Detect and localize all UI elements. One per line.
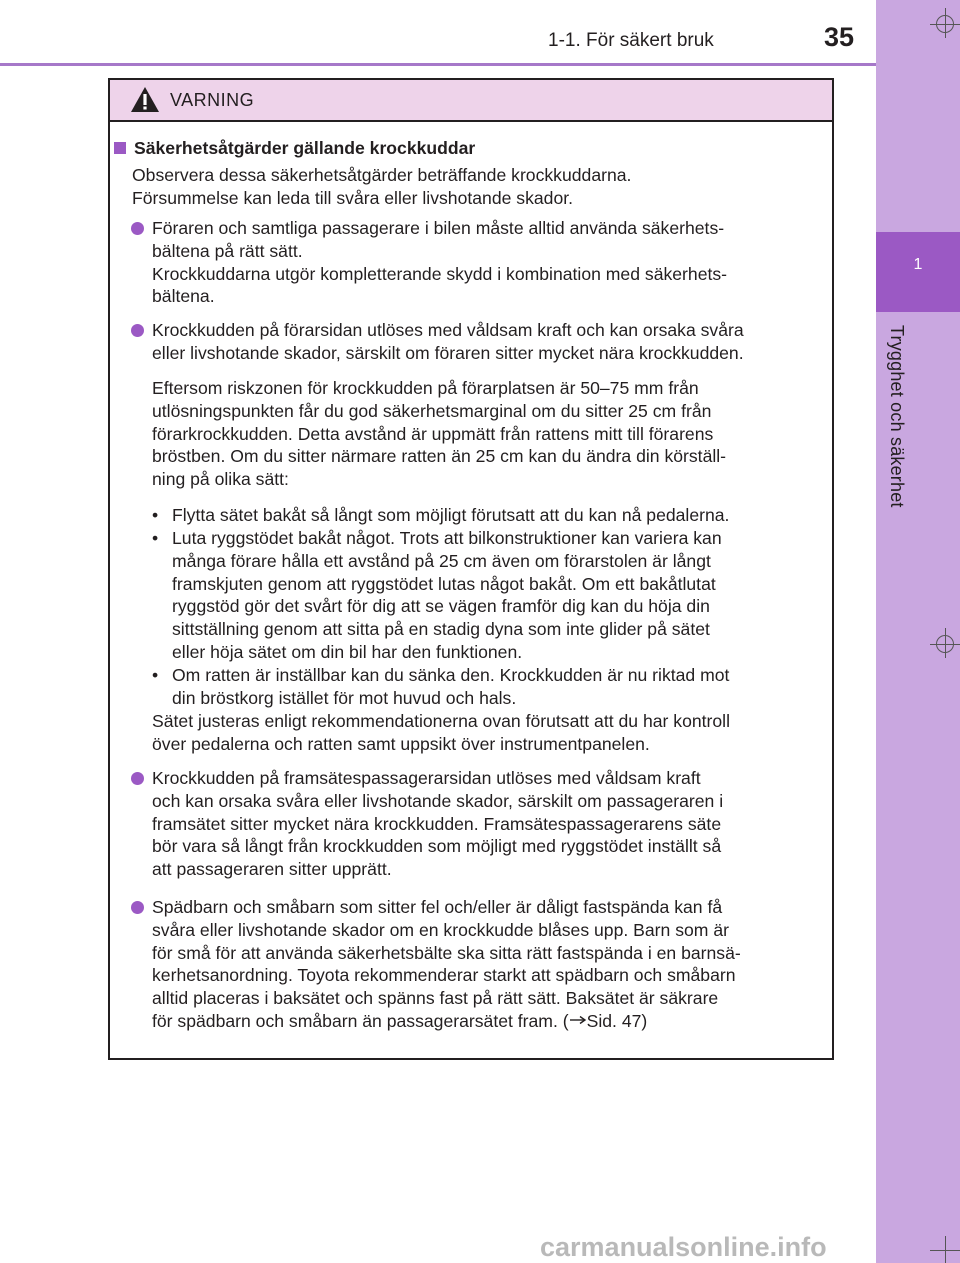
text-line: att passageraren sitter upprätt.: [152, 859, 392, 880]
text-line: kerhetsanordning. Toyota rekommenderar starkt att spädbarn och småbarn: [152, 965, 736, 986]
text-line: eller livshotande skador, särskilt om föraren sitter mycket nära krockkudden.: [152, 342, 744, 363]
text-line: Föraren och samtliga passagerare i bilen måste alltid använda säkerhets-: [152, 218, 725, 238]
bullet-item: [132, 896, 828, 1033]
text-line: över pedalerna och ratten samt uppsikt över instrumentpanelen.: [152, 733, 650, 754]
text-line: sittställning genom att sitta på en stadig dyna som inte glider på sätet: [172, 619, 710, 640]
text-line: Observera dessa säkerhetsåtgärder beträffande krockkuddarna.: [132, 165, 632, 185]
text-line: framskjuten genom att ryggstödet lutas något bakåt. Om ett bakåtlutat: [172, 573, 716, 594]
list-item: [152, 527, 824, 664]
warning-box: [108, 78, 834, 1060]
text-line: ning på olika sätt:: [152, 469, 289, 490]
text-line: många förare hålla ett avstånd på 25 cm även om förarstolen är långt: [172, 550, 711, 571]
list-item: [152, 664, 824, 710]
circle-bullet-icon: [131, 324, 144, 337]
arrow-right-icon: [569, 1015, 587, 1025]
crop-mark: [945, 1236, 946, 1263]
header-rule: [0, 63, 876, 66]
text-line: Försummelse kan leda till svåra eller livshotande skador.: [132, 187, 574, 208]
closing-paragraph: [152, 710, 820, 756]
text-line: ryggstöd gör det svårt för dig att se vägen framför dig kan du höja din: [172, 596, 710, 617]
section-heading: [114, 137, 475, 160]
chapter-side-tab: [876, 0, 960, 1263]
text-line: bältena.: [152, 286, 215, 307]
warning-triangle-icon: [130, 86, 160, 113]
text-line: bältena på rätt sätt.: [152, 240, 303, 261]
text-line: din bröstkorg istället för mot huvud och hals.: [172, 687, 517, 708]
list-marker: •: [152, 505, 159, 525]
text-line: Om ratten är inställbar kan du sänka den. Krockkudden är nu riktad mot: [172, 665, 730, 685]
list-marker: •: [152, 665, 159, 685]
text-line: bör vara så långt från krockkudden som möjligt med ryggstödet inställt så: [152, 836, 722, 857]
text-line: utlösningspunkten får du god säkerhetsmarginal om du sitter 25 cm från: [152, 400, 712, 421]
chapter-number: 1: [913, 256, 923, 273]
text-line: bröstben. Om du sitter närmare ratten än 25 cm kan du ändra din körställ-: [152, 446, 727, 467]
text-line: Eftersom riskzonen för krockkudden på förarplatsen är 50–75 mm från: [152, 378, 699, 398]
text-line: framsätet sitter mycket nära krockkudden. Framsätespassagerarens säte: [152, 813, 722, 834]
text-line: Flytta sätet bakåt så långt som möjligt förutsatt att du kan nå pedalerna.: [172, 505, 730, 525]
section-title: 1-1. För säkert bruk: [548, 30, 714, 51]
text-line: eller höja sätet om din bil har den funktionen.: [172, 641, 523, 662]
bullet-item: [132, 217, 828, 308]
text-line: för små för att använda säkerhetsbälte ska sitta rätt fastspända i en barnsä-: [152, 942, 741, 963]
chapter-number-tab: [876, 232, 960, 312]
list-item: [152, 504, 824, 527]
watermark-text: carmanualsonline.info: [540, 1232, 827, 1262]
circle-bullet-icon: [131, 222, 144, 235]
text-line: Krockkudden på framsätespassagerarsidan utlöses med våldsam kraft: [152, 768, 701, 788]
text-fragment: för spädbarn och småbarn än passagerarsätet fram. (: [152, 1010, 569, 1031]
warning-header: [110, 80, 832, 122]
chapter-title: Trygghet och säkerhet: [887, 325, 907, 508]
text-line: förarkrockkudden. Detta avstånd är uppmätt från rattens mitt till förarens: [152, 423, 714, 444]
text-line: Spädbarn och småbarn som sitter fel och/eller är dåligt fastspända kan få: [152, 897, 723, 917]
text-line: svåra eller livshotande skador om en krockkudde blåses upp. Barn som är: [152, 919, 729, 940]
bullet-item: [132, 319, 828, 365]
text-line: Krockkudden på förarsidan utlöses med våldsam kraft och kan orsaka svåra: [152, 320, 744, 340]
sub-paragraph: [152, 377, 820, 491]
bullet-item: [132, 767, 828, 881]
page-number: 35: [824, 22, 855, 52]
text-line: Luta ryggstödet bakåt något. Trots att bilkonstruktioner kan variera kan: [172, 528, 722, 548]
section-heading-text: Säkerhetsåtgärder gällande krockkuddar: [134, 138, 476, 158]
warning-title: VARNING: [170, 90, 255, 110]
square-bullet-icon: [114, 142, 126, 154]
text-line: Krockkuddarna utgör kompletterande skydd i kombination med säkerhets-: [152, 263, 728, 284]
intro-paragraph: [132, 164, 828, 210]
text-line: [152, 1010, 828, 1033]
circle-bullet-icon: [131, 901, 144, 914]
crop-mark: [936, 635, 954, 653]
list-marker: •: [152, 528, 159, 548]
text-line: och kan orsaka svåra eller livshotande skador, särskilt om passageraren i: [152, 790, 724, 811]
crop-mark: [936, 15, 954, 33]
page-reference-link[interactable]: Sid. 47): [586, 1010, 648, 1031]
circle-bullet-icon: [131, 772, 144, 785]
text-line: alltid placeras i baksätet och spänns fast på rätt sätt. Baksätet är säkrare: [152, 988, 719, 1009]
text-line: Sätet justeras enligt rekommendationerna ovan förutsatt att du har kontroll: [152, 711, 730, 731]
